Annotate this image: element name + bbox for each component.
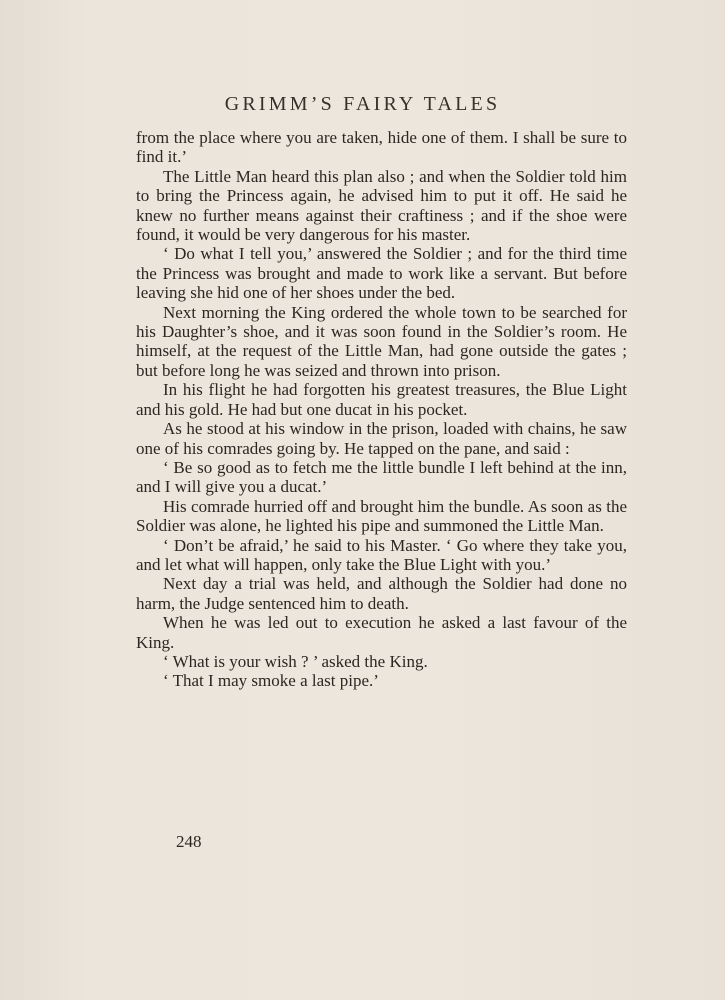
paragraph-8: His comrade hurried off and brought him the bundle. As soon as the Soldier was alone, he lighted his pipe and summoned the Little Man. bbox=[136, 496, 627, 536]
paragraph-11: When he was led out to execution he asked a last favour of the King. bbox=[136, 613, 627, 652]
body-text bbox=[136, 128, 627, 691]
paragraph-12: ‘ What is your wish ? ’ asked the King. bbox=[163, 651, 428, 671]
page-number: 248 bbox=[176, 832, 202, 851]
paragraph-3: ‘ Do what I tell you,’ answered the Soldier ; and for the third time the Princess was brought and made to work like a servant. But before leaving she hid one of her shoes under the bed. bbox=[136, 244, 627, 303]
paragraph-5: In his flight he had forgotten his greatest treasures, the Blue Light and his gold. He had but one ducat in his pocket. bbox=[136, 380, 627, 419]
paragraph-13: ‘ That I may smoke a last pipe.’ bbox=[163, 671, 379, 691]
paragraph-2: The Little Man heard this plan also ; and when the Soldier told him to bring the Princess again, he advised him to put it off. He said he knew no further means against their craftiness ; and if the shoe were found, it would be very dangerous for his master. bbox=[136, 166, 627, 245]
running-head: GRIMM’S FAIRY TALES bbox=[224, 93, 501, 115]
paragraph-10: Next day a trial was held, and although the Soldier had done no harm, the Judge sentenced him to death. bbox=[136, 574, 627, 613]
paragraph-4: Next morning the King ordered the whole town to be searched for his Daughter’s shoe, and it was soon found in the Soldier’s room. He himself, at the request of the Little Man, had gone outside the gates ; but before long he was seized and thrown into prison. bbox=[136, 302, 627, 380]
paragraph-6: As he stood at his window in the prison, loaded with chains, he saw one of his comrades going by. He tapped on the pane, and said : bbox=[136, 419, 627, 458]
paragraph-7: ‘ Be so good as to fetch me the little bundle I left behind at the inn, and I will give you a ducat.’ bbox=[136, 457, 627, 497]
paragraph-1: from the place where you are taken, hide one of them. I shall be sure to find it.’ bbox=[136, 128, 627, 167]
paragraph-9: ‘ Don’t be afraid,’ he said to his Master. ‘ Go where they take you, and let what will happen, only take the Blue Light with you.’ bbox=[136, 535, 627, 574]
